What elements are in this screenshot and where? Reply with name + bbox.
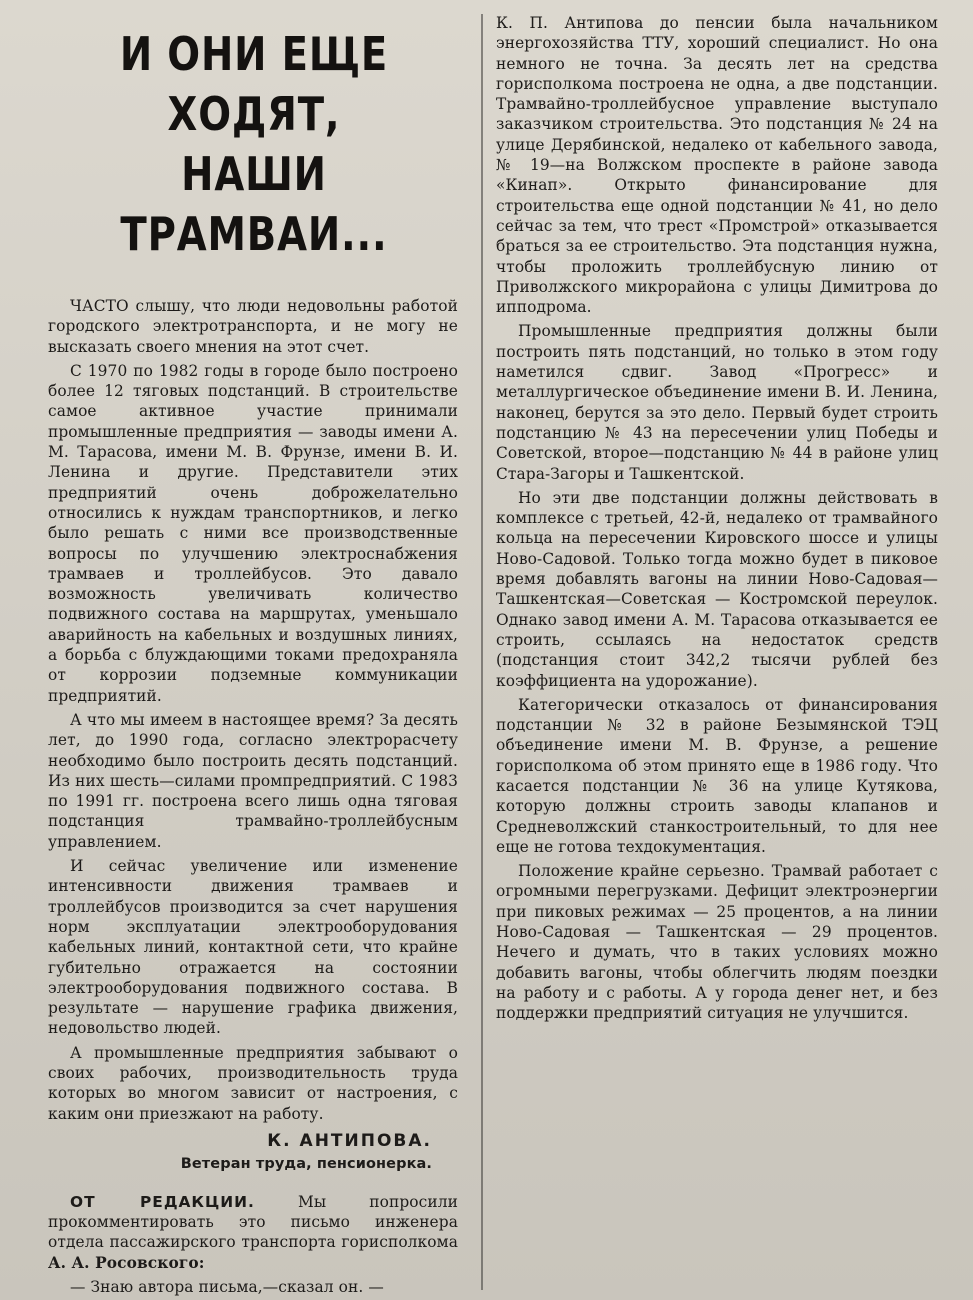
- editorial-intro-text: Мы попросили прокомментировать это письмо инженера отдела пассажирского транспорта горисполкома: [48, 1192, 458, 1252]
- column-divider: [481, 14, 483, 1290]
- editorial-paragraph-2: Промышленные предприятия должны были построить пять подстанций, но только в этом году наметился сдвиг. Завод «Прогресс» и металлургическое объединение имени В. И. Ленина, наконец, берутся за это дело. Первый будет строить подстанцию № 43 на пересечении улиц Победы и Советской, второе—подстанцию № 44 в районе улиц Стара-Загоры и Ташкентской.: [496, 322, 938, 483]
- editorial-intro: [48, 1192, 458, 1273]
- editorial-body: [496, 13, 942, 1024]
- letter-body: [38, 296, 470, 1297]
- headline-line-2: НАШИ ТРАМВАИ...: [120, 147, 388, 261]
- headline-line-1: И ОНИ ЕЩЕ ХОДЯТ,: [119, 27, 389, 141]
- editorial-expert-name: А. А. Росовского:: [48, 1253, 205, 1272]
- editorial-paragraph-3: Но эти две подстанции должны действовать в комплексе с третьей, 42-й, недалеко от трамвайного кольца на пересечении Кировского шоссе и улицы Ново-Садовой. Только тогда можно будет в пиковое время добавлять вагоны на линии Ново-Садовая—Ташкентская—Советская — Костромской переулок. Однако завод имени А. М. Тарасова отказывается ее строить, ссылаясь на недостаток средств (подстанция стоит 342,2 тысячи рублей без коэффициента на удорожание).: [496, 488, 938, 690]
- editorial-heading: ОТ РЕДАКЦИИ.: [70, 1192, 255, 1211]
- letter-author: К. АНТИПОВА.: [267, 1130, 432, 1151]
- letter-author-title: Ветеран труда, пенсионерка.: [180, 1155, 432, 1172]
- letter-paragraph-4: И сейчас увеличение или изменение интенсивности движения трамваев и троллейбусов производится за счет нарушения норм эксплуатации электрооборудования кабельных линий, контактной сети, что крайне губительно отражается на состоянии электрооборудования подвижного состава. В результате — нарушение графика движения, недовольство людей.: [48, 857, 458, 1038]
- letter-paragraph-5: А промышленные предприятия забывают о своих рабочих, производительность труда которых во многом зависит от настроения, с каким они приезжают на работу.: [48, 1043, 458, 1123]
- left-column: [38, 0, 470, 1300]
- letter-paragraph-1: ЧАСТО слышу, что люди недовольны работой городского электротранспорта, и не могу не высказать своего мнения на этот счет.: [48, 297, 458, 356]
- editorial-paragraph-4: Категорически отказалось от финансирования подстанции № 32 в районе Безымянской ТЭЦ объединение имени М. В. Фрунзе, а решение горисполкома об этом принято еще в 1986 году. Что касается подстанции № 36 на улице Кутякова, которую должны строить заводы клапанов и Средневолжский станкостроительный, то для нее еще не готова техдокументация.: [496, 695, 938, 856]
- editorial-paragraph-5: Положение крайне серьезно. Трамвай работает с огромными перегрузками. Дефицит электроэнергии при пиковых режимах — 25 процентов, а на линии Ново-Садовая — Ташкентская — 29 процентов. Нечего и думать, что в таких условиях можно добавить вагоны, чтобы облегчить людям поездки на работу и с работы. А у города денег нет, и без поддержки предприятий ситуация не улучшится.: [496, 862, 938, 1023]
- letter-paragraph-3: А что мы имеем в настоящее время? За десять лет, до 1990 года, согласно электрорасчету необходимо было построить десять подстанций. Из них шесть—силами промпредприятий. С 1983 по 1991 гг. построена всего лишь одна тяговая подстанция трамвайно-троллейбусным управлением.: [48, 710, 458, 851]
- editorial-paragraph-1: К. П. Антипова до пенсии была начальником энергохозяйства ТТУ, хороший специалист. Но она немного не точна. За десять лет на средства горисполкома построена не одна, а две подстанции. Трамвайно-троллейбусное управление выступало заказчиком строительства. Это подстанция № 24 на улице Дерябинской, недалеко от кабельного завода, № 19—на Волжском проспекте в районе завода «Кинап». Открыто финансирование для строительства еще одной подстанции № 41, но дело сейчас за тем, что трест «Промстрой» отказывается браться за ее строительство. Эта подстанция нужна, чтобы проложить троллейбусную линию от Приволжского микрорайона с улицы Димитрова до ипподрома.: [496, 14, 938, 317]
- editorial-quote-start: — Знаю автора письма,—сказал он. —: [70, 1278, 384, 1297]
- letter-paragraph-2: С 1970 по 1982 годы в городе было построено более 12 тяговых подстанций. В строительстве самое активное участие принимали промышленные предприятия — заводы имени А. М. Тарасова, имени М. В. Фрунзе, имени В. И. Ленина и другие. Представители этих предприятий очень доброжелательно относились к нуждам транспортников, и легко было решать с ними все производственные вопросы по улучшению электроснабжения трамваев и троллейбусов. Это давало возможность увеличивать количество подвижного состава на маршрутах, уменьшало аварийность на кабельных и воздушных линиях, а борьба с блуждающими токами предохраняла от коррозии подземные коммуникации предприятий.: [48, 361, 458, 705]
- article-headline: [73, 24, 436, 264]
- right-column: [496, 0, 942, 1028]
